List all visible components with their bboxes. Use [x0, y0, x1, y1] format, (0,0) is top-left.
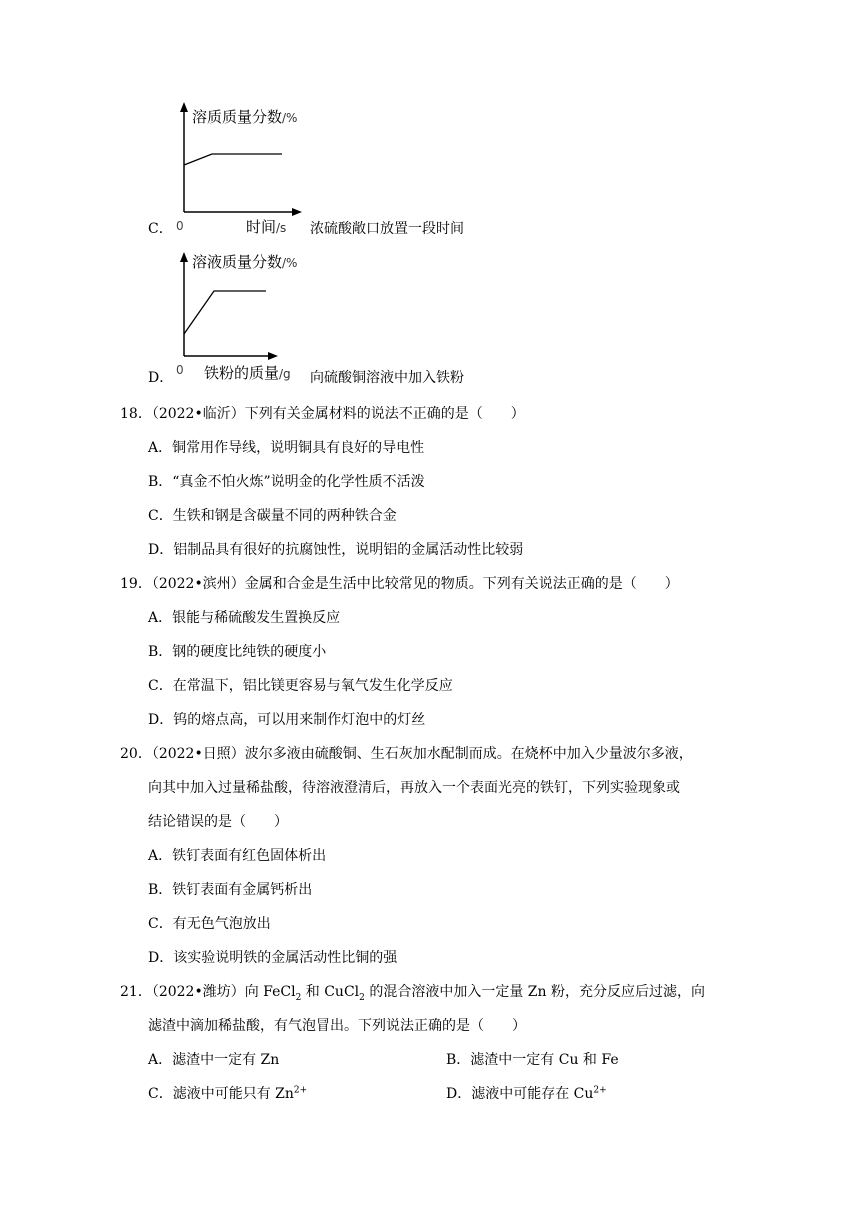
- q19-option-d: D．钨的熔点高，可以用来制作灯泡中的灯丝: [148, 712, 426, 728]
- q21-option-b: B．滤渣中一定有 Cu 和 Fe: [446, 1052, 619, 1068]
- q19-option-b: B．钢的硬度比纯铁的硬度小: [148, 644, 327, 660]
- q18-option-a: A．铜常用作导线，说明铜具有良好的导电性: [148, 440, 425, 456]
- graph-c-origin: 0: [176, 219, 184, 233]
- q21-stem-line-1: 21．（2022•潍坊）向 FeCl$_2$ 和 CuCl$_2$ 的混合溶液中加入一定量 Zn 粉，充分反应后过滤，向: [120, 984, 705, 1003]
- q21-option-a: A．滤渣中一定有 Zn: [148, 1052, 280, 1068]
- graph-d-origin: 0: [176, 363, 184, 377]
- q21-option-d: D．滤液中可能存在 $Cu^{2+}$: [446, 1085, 607, 1102]
- q19-option-a: A．银能与稀硫酸发生置换反应: [148, 610, 341, 626]
- q20-option-a: A．铁钉表面有红色固体析出: [148, 848, 327, 864]
- option-d-letter: D．: [148, 370, 174, 386]
- option-c-letter: C．: [148, 221, 173, 237]
- graph-c-xlabel: 时间/s: [246, 218, 287, 236]
- q20-option-b: B．铁钉表面有金属钙析出: [148, 882, 313, 898]
- graph-c: [176, 100, 326, 240]
- graph-d: [176, 250, 326, 390]
- q18-stem: 18．（2022•临沂）下列有关金属材料的说法不正确的是（ ）: [120, 406, 525, 422]
- graph-d-ylabel: 溶液质量分数/%: [192, 253, 298, 271]
- q21-stem-line-2: 滤渣中滴加稀盐酸，有气泡冒出。下列说法正确的是（ ）: [148, 1018, 526, 1034]
- q18-option-c: C．生铁和钢是含碳量不同的两种铁合金: [148, 508, 397, 524]
- q20-stem-line-1: 20．（2022•日照）波尔多液由硫酸铜、生石灰加水配制而成。在烧杯中加入少量波尔多液，: [120, 746, 693, 762]
- q19-stem: 19．（2022•滨州）金属和合金是生活中比较常见的物质。下列有关说法正确的是（ ）: [120, 576, 679, 592]
- q18-option-d: D．铝制品具有很好的抗腐蚀性，说明铝的金属活动性比较弱: [148, 542, 524, 558]
- q19-option-c: C．在常温下，铝比镁更容易与氧气发生化学反应: [148, 678, 453, 694]
- graph-d-xlabel: 铁粉的质量/g: [204, 364, 291, 382]
- q21-option-c: C．滤液中可能只有 $Zn^{2+}$: [148, 1085, 308, 1102]
- q20-stem-line-3: 结论错误的是（ ）: [148, 814, 288, 830]
- q20-option-d: D．该实验说明铁的金属活动性比铜的强: [148, 950, 398, 966]
- option-c-caption: 浓硫酸敞口放置一段时间: [310, 221, 464, 237]
- q18-option-b: B．“真金不怕火炼”说明金的化学性质不活泼: [148, 474, 425, 490]
- q20-option-c: C．有无色气泡放出: [148, 916, 271, 932]
- q20-stem-line-2: 向其中加入过量稀盐酸，待溶液澄清后，再放入一个表面光亮的铁钉，下列实验现象或: [148, 780, 680, 796]
- graph-c-ylabel: 溶质质量分数/%: [192, 108, 298, 126]
- option-d-caption: 向硫酸铜溶液中加入铁粉: [310, 370, 464, 386]
